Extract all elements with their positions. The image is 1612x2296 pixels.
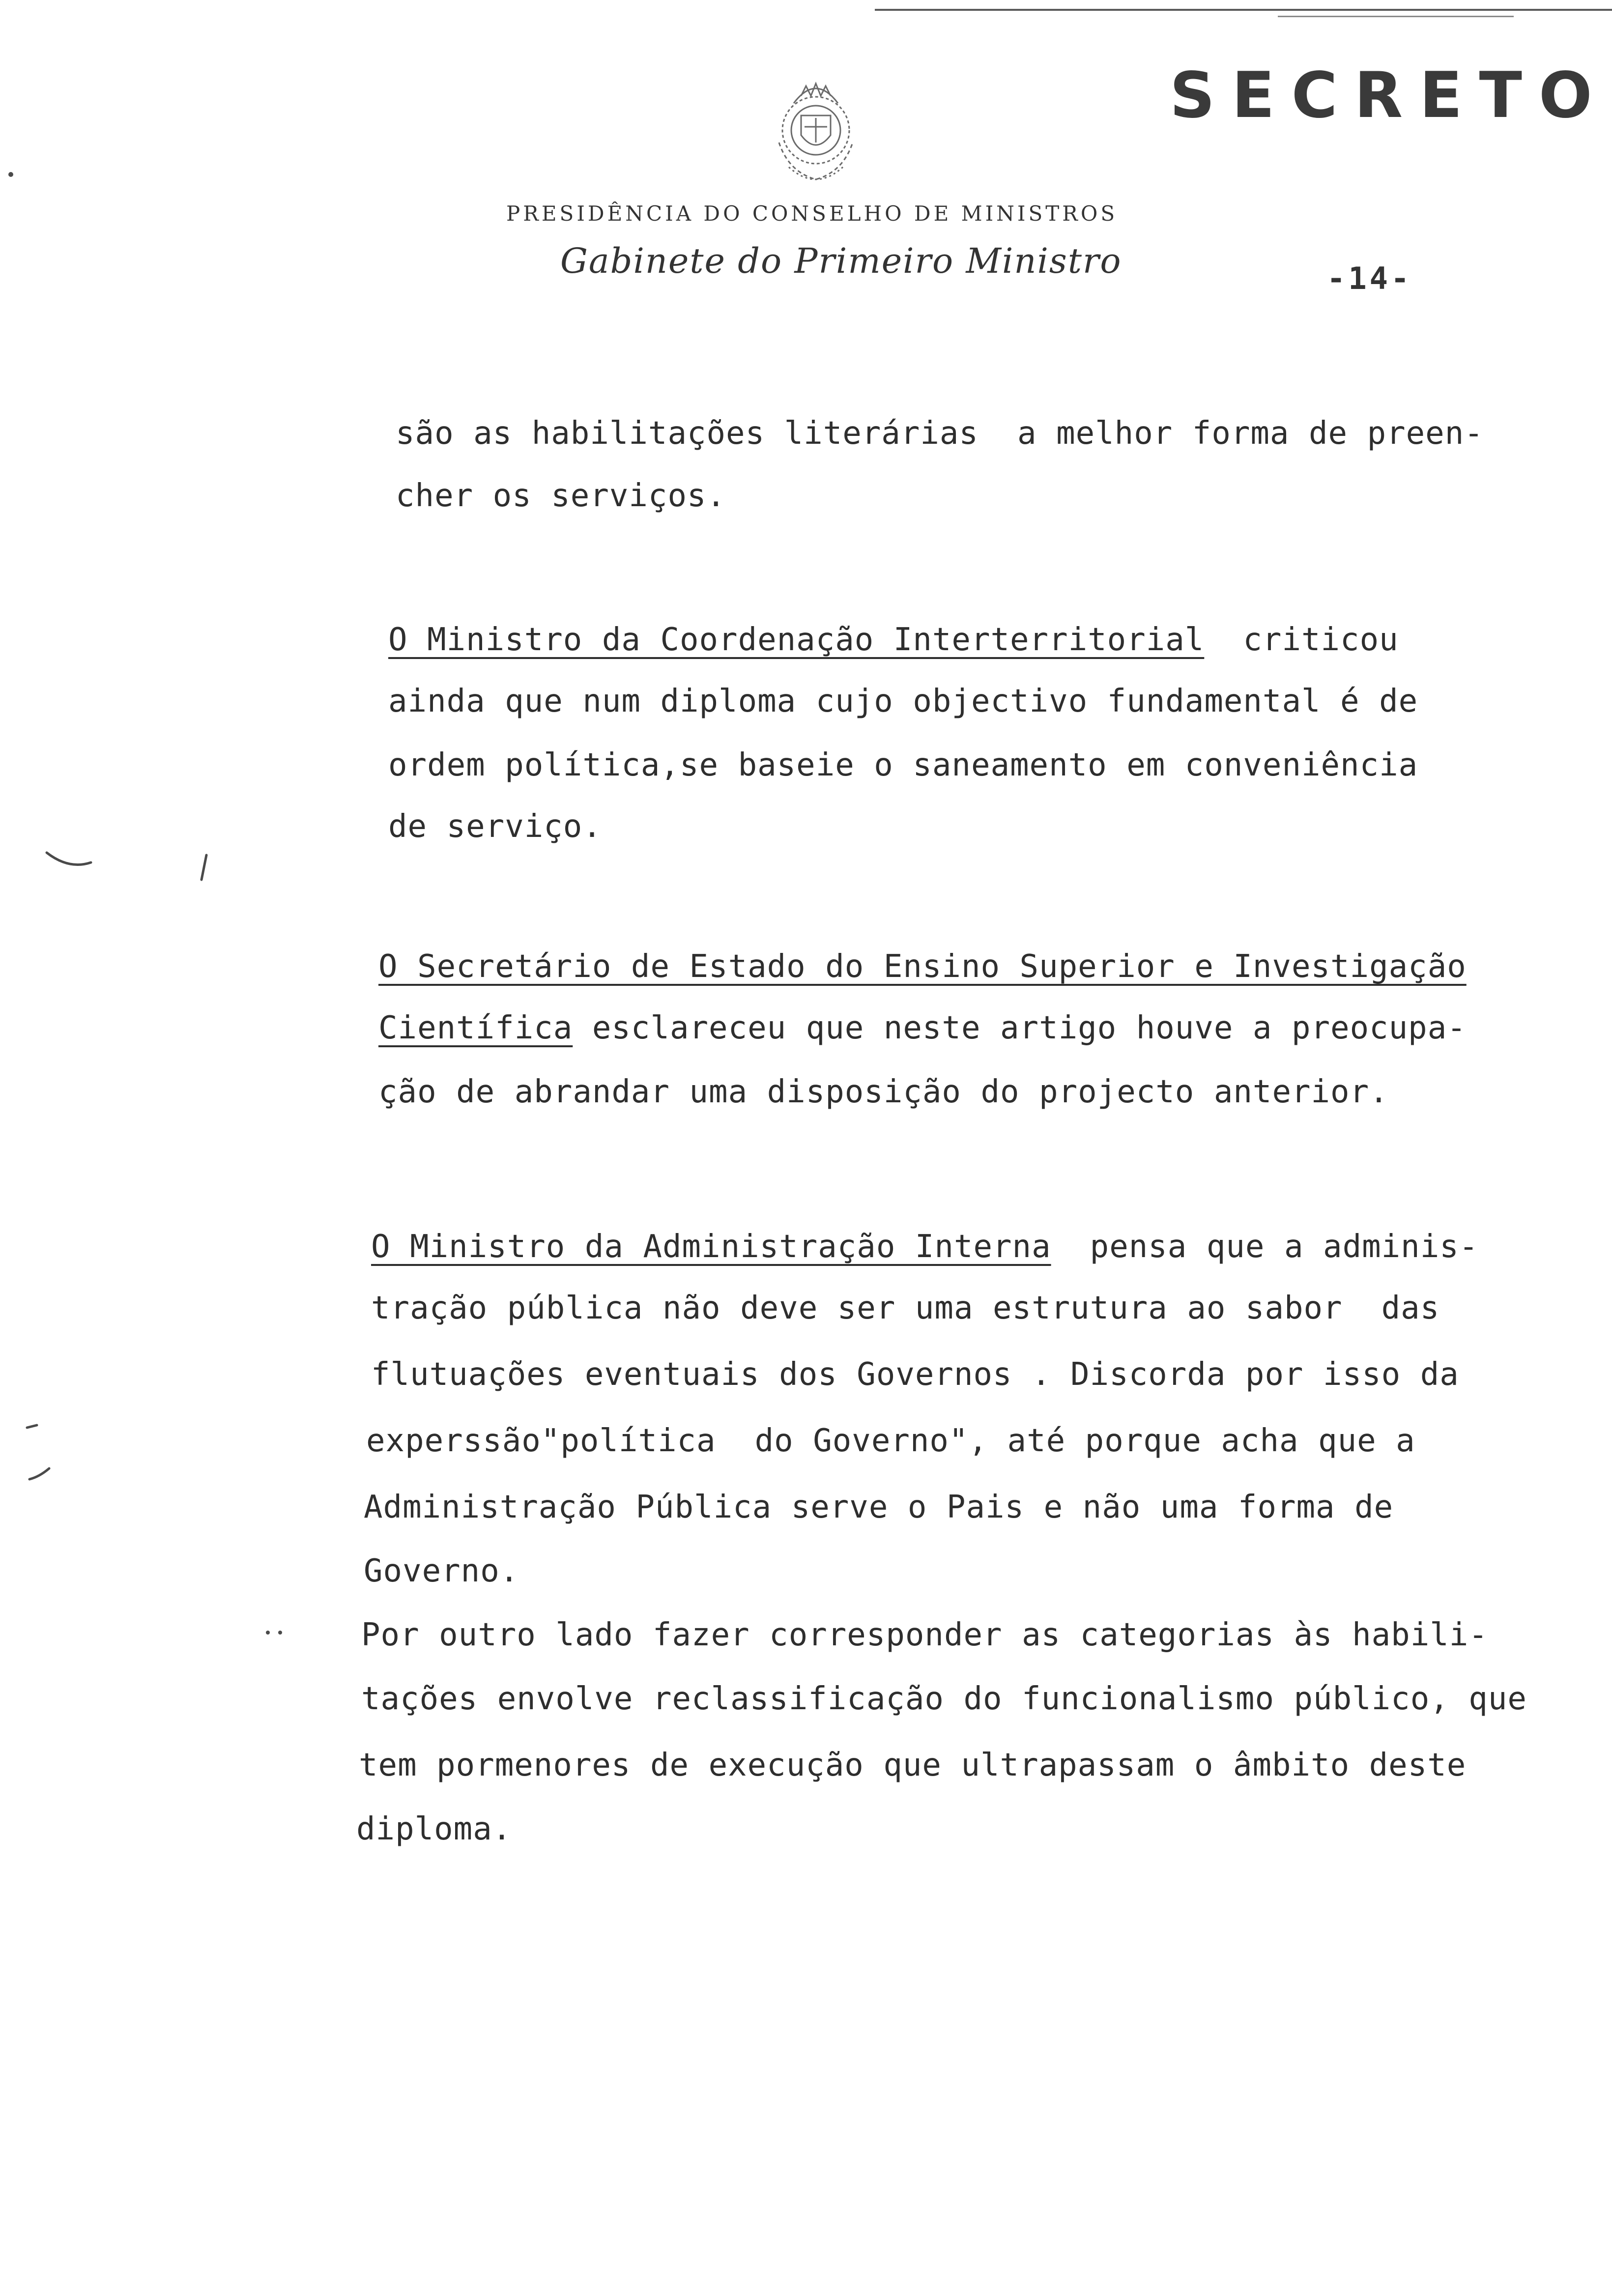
p2-line-1-rest: criticou	[1204, 622, 1399, 658]
secret-stamp: SECRETO	[1170, 59, 1609, 132]
page-number: -14-	[1327, 260, 1412, 296]
p4-line-7: Por outro lado fazer corresponder as categorias às habili-	[361, 1617, 1488, 1653]
p4-line-3: flutuações eventuais dos Governos . Discorda por isso da	[371, 1356, 1459, 1393]
p2-line-3: ordem política,se baseie o saneamento em conveniência	[388, 747, 1418, 783]
p1-line-2: cher os serviços.	[396, 478, 726, 514]
p4-line-5: Administração Pública serve o Pais e não uma forma de	[364, 1489, 1394, 1525]
p4-line-6: Governo.	[364, 1553, 519, 1589]
speaker-higher-education-secretary-cont: Científica	[378, 1010, 573, 1046]
speaker-higher-education-secretary: O Secretário de Estado do Ensino Superior e Investigação	[378, 948, 1467, 985]
p4-line-9: tem pormenores de execução que ultrapassam o âmbito deste	[359, 1747, 1467, 1783]
p2-line-4: de serviço.	[388, 808, 602, 845]
speaker-internal-administration-minister: O Ministro da Administração Interna	[371, 1229, 1051, 1265]
p4-line-4: experssão"política do Governo", até porque acha que a	[366, 1423, 1415, 1459]
p2-line-2: ainda que num diploma cujo objectivo fundamental é de	[388, 683, 1418, 719]
speaker-coordination-minister: O Ministro da Coordenação Interterritorial	[388, 622, 1205, 658]
p4-line-10: diploma.	[356, 1811, 512, 1847]
p3-line-3: ção de abrandar uma disposição do projecto anterior.	[378, 1074, 1389, 1110]
p4-line-2: tração pública não deve ser uma estrutura ao sabor das	[371, 1290, 1440, 1326]
p3-line-2-rest: esclareceu que neste artigo houve a preocupa-	[573, 1010, 1467, 1046]
institution-header: PRESIDÊNCIA DO CONSELHO DE MINISTROS	[506, 201, 1118, 226]
p4-line-8: tações envolve reclassificação do funcionalismo público, que	[361, 1681, 1527, 1717]
p4-line-1-rest: pensa que a adminis-	[1051, 1229, 1479, 1265]
p1-line-1: são as habilitações literárias a melhor forma de preen-	[396, 415, 1484, 452]
cabinet-handwritten: Gabinete do Primeiro Ministro	[560, 241, 1122, 281]
